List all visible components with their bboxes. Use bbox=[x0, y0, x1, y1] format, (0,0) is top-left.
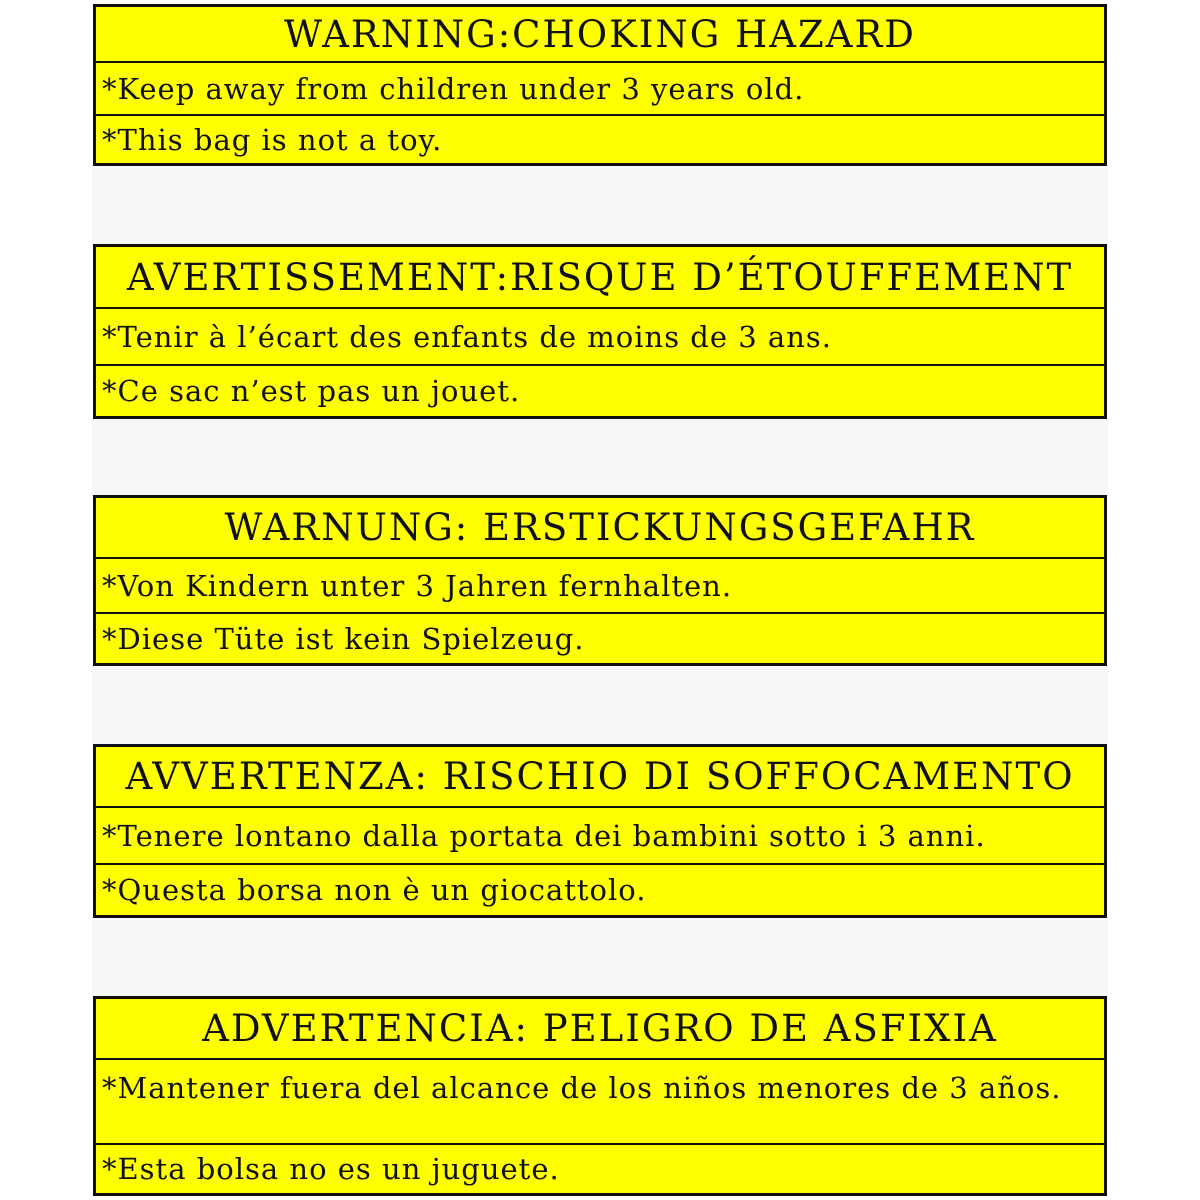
warning-title: ADVERTENCIA: PELIGRO DE ASFIXIA bbox=[202, 1007, 998, 1050]
gap-band bbox=[92, 665, 1108, 745]
warning-line: *Ce sac n’est pas un jouet. bbox=[96, 364, 1104, 416]
warning-label-english bbox=[93, 4, 1107, 166]
warning-line: *Von Kindern unter 3 Jahren fernhalten. bbox=[96, 557, 1104, 612]
warning-label-italian bbox=[93, 744, 1107, 918]
warning-label-french bbox=[93, 244, 1107, 419]
warning-line: *Tenere lontano dalla portata dei bambini sotto i 3 anni. bbox=[96, 806, 1104, 863]
warning-title: AVVERTENZA: RISCHIO DI SOFFOCAMENTO bbox=[125, 755, 1075, 798]
gap-band bbox=[92, 418, 1108, 496]
warning-line: *Tenir à l’écart des enfants de moins de 3 ans. bbox=[96, 307, 1104, 364]
warning-title: AVERTISSEMENT:RISQUE D’ÉTOUFFEMENT bbox=[126, 255, 1074, 299]
warning-line: *Keep away from children under 3 years old. bbox=[96, 61, 1104, 114]
warning-label-german bbox=[93, 495, 1107, 666]
warning-title: WARNING:CHOKING HAZARD bbox=[284, 12, 916, 56]
warning-line: *Diese Tüte ist kein Spielzeug. bbox=[96, 612, 1104, 663]
warning-line: *Esta bolsa no es un juguete. bbox=[96, 1143, 1104, 1193]
warning-line: *Mantener fuera del alcance de los niños menores de 3 años. bbox=[96, 1058, 1104, 1143]
gap-band bbox=[92, 917, 1108, 997]
warning-line: *Questa borsa non è un giocattolo. bbox=[96, 863, 1104, 915]
warning-label-spanish bbox=[93, 996, 1107, 1196]
warning-title: WARNUNG: ERSTICKUNGSGEFAHR bbox=[224, 506, 976, 549]
gap-band bbox=[92, 165, 1108, 245]
warning-line: *This bag is not a toy. bbox=[96, 114, 1104, 163]
